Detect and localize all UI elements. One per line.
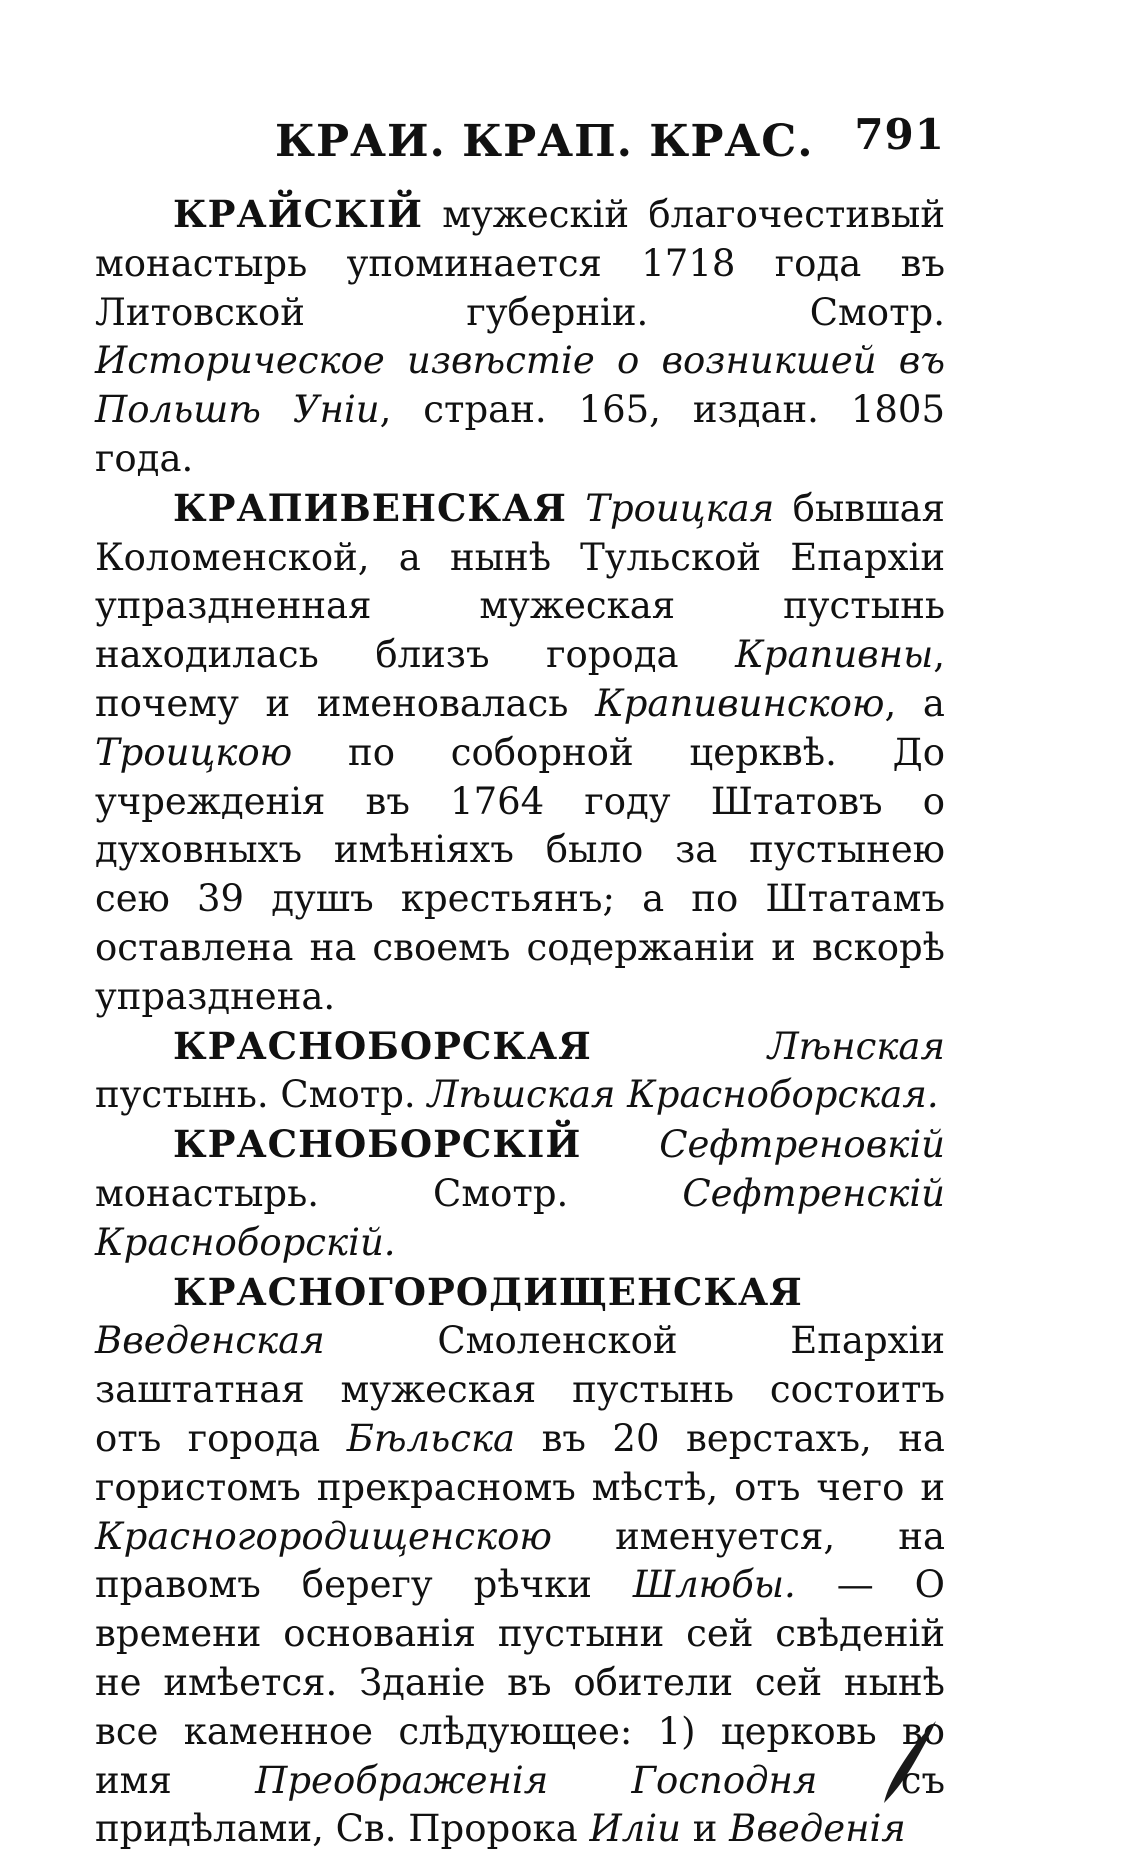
italic-name: Красногородищенскою [95,1514,552,1558]
italic-name: Введенія [729,1807,906,1851]
entry-text: и [680,1807,730,1851]
entry-text: , а [884,681,945,725]
italic-dedication: Троицкая [585,486,775,530]
dictionary-entries [95,190,945,1854]
entry-text: съ придѣлами, Св. Пророка [95,1758,946,1851]
italic-name: Троицкою [95,730,293,774]
italic-dedication: Сефтреновкій [659,1123,945,1167]
entry-text: , стран. 165, издан. 1805 года. [95,388,945,480]
entry-text: — О времени основанія пустыни сей свѣденій не имѣется. Зданіе въ обители сей нынѣ все каменное слѣдующее: 1) церковь во имя [95,1563,945,1802]
headword: КРАСНОБОРСКАЯ [173,1023,592,1068]
entry-text: въ 20 верстахъ, на гористомъ прекрасномъ мѣстѣ, отъ чего и [95,1416,945,1509]
book-page [95,110,945,1854]
italic-dedication: Преображенія Господня [255,1758,818,1802]
entry-kraiskii [95,190,945,484]
ink-flourish-icon [880,1715,940,1805]
entry-text: пустынь. Смотр. [95,1073,428,1117]
entry-text: Смоленской Епархіи заштатная мужеская пустынь состоитъ отъ города [95,1319,945,1460]
entry-text: именуется, на правомъ берегу рѣчки [95,1514,945,1607]
entry-krasnoborskii [95,1120,945,1267]
italic-place: Шлюбы. [632,1563,796,1607]
italic-dedication: Лѣнская [767,1024,945,1068]
page-number: 791 [854,110,945,159]
entry-text: по соборной церквѣ. До учрежденія въ 1764 году Штатовъ о духовныхъ имѣніяхъ было за пустынею сею 39 душъ крестьянъ; а по Штатамъ оставлена на своемъ содержаніи и вскорѣ упразднена. [95,730,945,1018]
entry-krasnoborskaya [95,1022,945,1121]
headword: КРАЙСКІЙ [173,192,423,236]
entry-text: монастырь. Смотр. [95,1171,683,1215]
italic-place: Крапивны [735,633,934,677]
entry-krapivenskaya [95,484,945,1022]
italic-dedication: Введенская [95,1319,325,1363]
page-header [95,110,945,176]
running-title: КРАИ. КРАП. КРАС. [275,116,814,167]
entry-text: бывшая Коломенской, а нынѣ Тульской Епархіи упраздненная мужеская пустынь находилась близъ города [95,486,945,677]
entry-text: мужескій благочестивый монастырь упоминается 1718 года въ Литовской губерніи. Смотр. [95,193,945,334]
italic-reference: Лѣшская Красноборская. [427,1073,939,1117]
entry-text: , почему и именовалась [95,633,945,725]
headword: КРАСНОБОРСКІЙ [173,1122,582,1167]
italic-place: Бѣльска [346,1416,516,1460]
italic-reference: Историческое извѣстіе о возникшей въ Польшѣ Уніи [95,339,945,432]
headword: КРАПИВЕНСКАЯ [173,485,567,530]
entry-krasnogorodishchenskaya [95,1268,945,1854]
italic-name: Иліи [589,1807,681,1851]
italic-reference: Сефтренскій Красноборскій. [95,1171,945,1264]
headword: КРАСНОГОРОДИЩЕНСКАЯ [173,1269,803,1314]
italic-name: Крапивинскою [595,681,885,725]
